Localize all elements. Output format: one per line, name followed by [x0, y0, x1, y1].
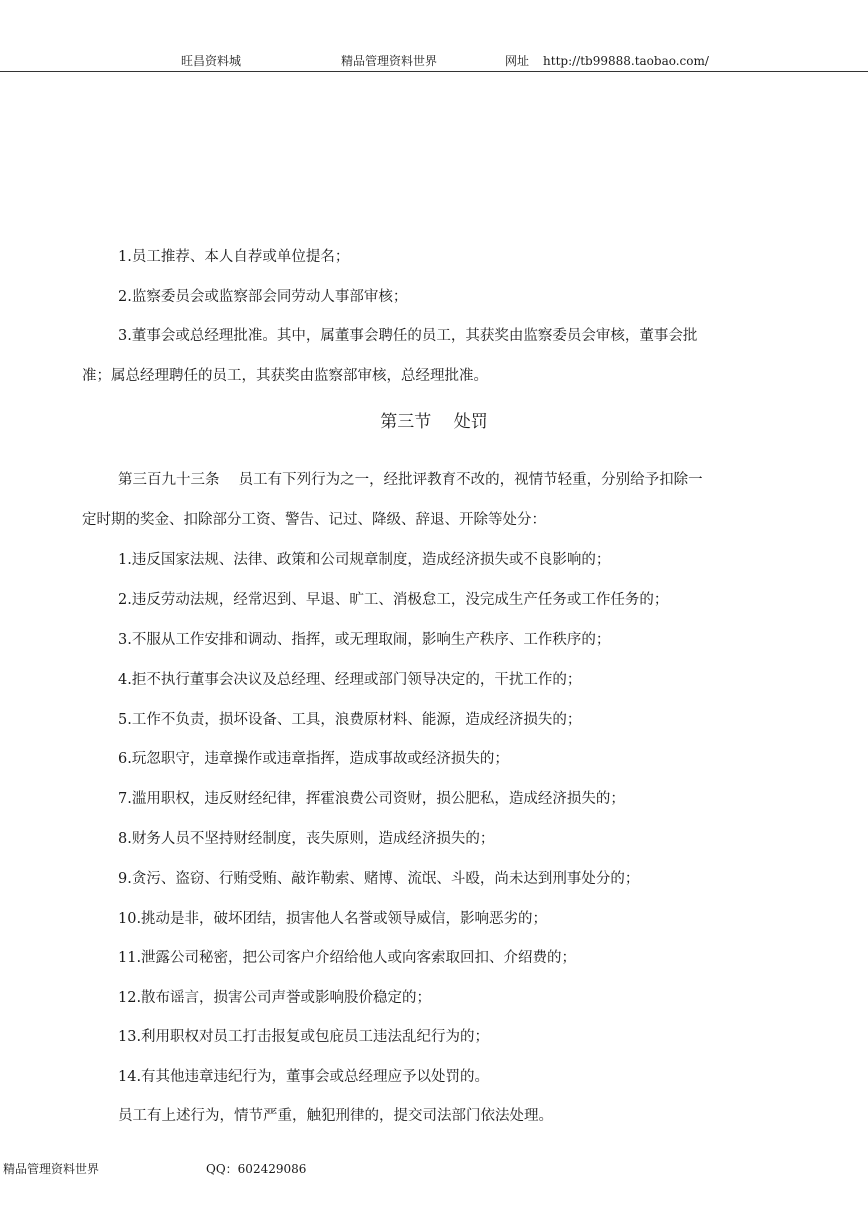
header-title: 精品管理资料世界: [341, 54, 438, 68]
violation-item-3: 3.不服从工作安排和调动、指挥，或无理取闹，影响生产秩序、工作秩序的；: [118, 632, 611, 648]
violation-item-8: 8.财务人员不坚持财经制度，丧失原则，造成经济损失的；: [118, 831, 495, 847]
section-heading: 第三节 处罚: [380, 412, 488, 432]
procedure-item-3-line-2: 准；属总经理聘任的员工，其获奖由监察部审核，总经理批准。: [82, 368, 488, 384]
violation-item-14: 14.有其他违章违纪行为，董事会或总经理应予以处罚的。: [118, 1069, 490, 1085]
article-line-2: 定时期的奖金、扣除部分工资、警告、记过、降级、辞退、开除等处分：: [82, 512, 546, 528]
violation-item-7: 7.滥用职权，违反财经纪律，挥霍浪费公司资财，损公肥私，造成经济损失的；: [118, 791, 625, 807]
article-line-1: 第三百九十三条 员工有下列行为之一，经批评教育不改的，视情节轻重，分别给予扣除一: [118, 472, 703, 488]
page-header: [0, 52, 868, 72]
closing-paragraph: 员工有上述行为，情节严重，触犯刑律的，提交司法部门依法处理。: [118, 1108, 553, 1124]
violation-item-13: 13.利用职权对员工打击报复或包庇员工违法乱纪行为的；: [118, 1029, 490, 1045]
violation-item-12: 12.散布谣言，损害公司声誉或影响股价稳定的；: [118, 990, 432, 1006]
header-url-block: [505, 52, 709, 69]
procedure-item-1: 1.员工推荐、本人自荐或单位提名；: [118, 249, 350, 265]
footer-site-name: 精品管理资料世界: [3, 1162, 100, 1176]
violation-item-10: 10.挑动是非，破坏团结，损害他人名誉或领导威信，影响恶劣的；: [118, 911, 548, 927]
violation-item-5: 5.工作不负责，损坏设备、工具，浪费原材料、能源，造成经济损失的；: [118, 712, 582, 728]
procedure-item-2: 2.监察委员会或监察部会同劳动人事部审核；: [118, 289, 408, 305]
procedure-item-3-line-1: 3.董事会或总经理批准。其中，属董事会聘任的员工，其获奖由监察委员会审核，董事会批: [118, 328, 698, 344]
footer-qq: QQ：602429086: [206, 1162, 307, 1176]
violation-item-11: 11.泄露公司秘密，把公司客户介绍给他人或向客索取回扣、介绍费的；: [118, 950, 577, 966]
header-url-link[interactable]: http://tb99888.taobao.com/: [543, 54, 709, 68]
header-divider: [0, 71, 868, 72]
header-site-name: 旺昌资料城: [181, 54, 242, 68]
violation-item-4: 4.拒不执行董事会决议及总经理、经理或部门领导决定的，干扰工作的；: [118, 672, 582, 688]
violation-item-9: 9.贪污、盗窃、行贿受贿、敲诈勒索、赌博、流氓、斗殴，尚未达到刑事处分的；: [118, 871, 640, 887]
violation-item-1: 1.违反国家法规、法律、政策和公司规章制度，造成经济损失或不良影响的；: [118, 552, 611, 568]
page-footer: [0, 1160, 868, 1180]
violation-item-2: 2.违反劳动法规，经常迟到、早退、旷工、消极怠工，没完成生产任务或工作任务的；: [118, 592, 669, 608]
violation-item-6: 6.玩忽职守，违章操作或违章指挥，造成事故或经济损失的；: [118, 751, 509, 767]
header-url-label: 网址: [505, 54, 530, 68]
